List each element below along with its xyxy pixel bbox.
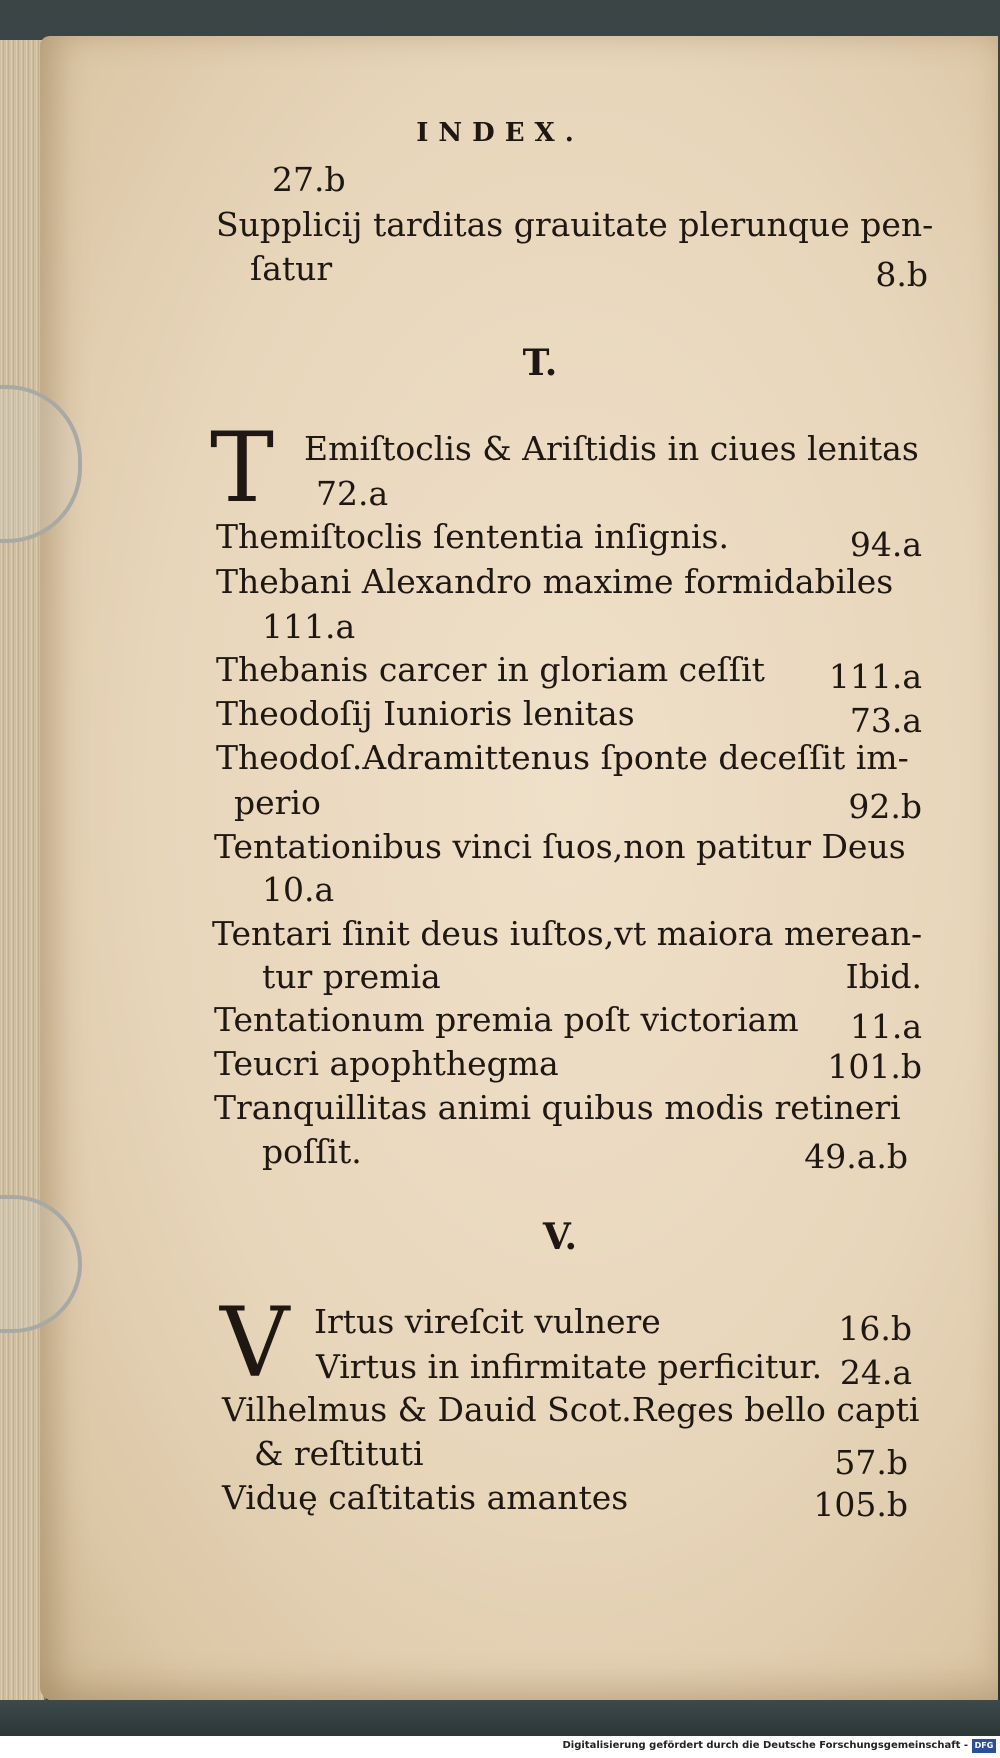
index-line: poſſit. <box>262 1132 362 1171</box>
index-line: 111.a <box>262 607 356 646</box>
index-line: Vilhelmus & Dauid Scot.Reges bello capti <box>222 1390 920 1429</box>
page-reference: 111.a <box>828 657 922 696</box>
index-line: Tentationibus vinci ſuos,non patitur Deus <box>214 827 906 866</box>
index-line: ſatur <box>250 249 333 288</box>
index-line: Tentari ſinit deus iuſtos,vt maiora merean- <box>212 914 923 953</box>
page-reference: 73.a <box>849 701 922 740</box>
index-line: Theodoſij Iunioris lenitas <box>216 694 635 733</box>
index-line: Thebanis carcer in gloriam ceſſit <box>216 650 765 689</box>
page-reference: 8.b <box>875 255 928 294</box>
drop-cap-t: T <box>210 412 275 524</box>
index-line: 72.a <box>316 474 389 513</box>
page-reference: 24.a <box>839 1353 912 1392</box>
scan-bottom-strip <box>0 1700 1000 1736</box>
index-line: Viduę caſtitatis amantes <box>222 1478 629 1517</box>
section-heading-v: V. <box>542 1216 578 1258</box>
section-heading-t: T. <box>522 342 558 384</box>
index-line: Tentationum premia poſt victoriam <box>214 1000 799 1039</box>
index-line: tur premia <box>262 957 441 996</box>
page-reference: 57.b <box>834 1443 908 1482</box>
index-line: perio <box>234 783 321 822</box>
page-reference: 49.a.b <box>804 1137 908 1176</box>
index-line: Emiſtoclis & Ariſtidis in ciues lenitas <box>304 429 919 468</box>
page-reference: 16.b <box>838 1309 912 1348</box>
page-reference: 94.a <box>849 525 922 564</box>
index-line: 27.b <box>272 160 346 199</box>
page-reference: Ibid. <box>845 957 922 996</box>
index-line: Theodoſ.Adramittenus ſponte deceſſit im- <box>216 738 909 777</box>
index-line: 10.a <box>262 870 335 909</box>
index-line: Thebani Alexandro maxime formidabiles <box>216 562 894 601</box>
index-line: Virtus in infirmitate perficitur. <box>316 1347 823 1386</box>
page-reference: 92.b <box>848 787 922 826</box>
index-line: Irtus vireſcit vulnere <box>314 1302 661 1341</box>
index-line: Tranquillitas animi quibus modis retineri <box>214 1088 901 1127</box>
page-header: INDEX. <box>416 118 584 148</box>
footer-credit: Digitalisierung gefördert durch die Deutsche Forschungsgemeinschaft - <box>562 1740 968 1751</box>
page-reference: 105.b <box>813 1485 908 1524</box>
index-line: Teucri apophthegma <box>214 1044 559 1083</box>
drop-cap-v: V <box>220 1287 290 1399</box>
page-reference: 101.b <box>827 1047 922 1086</box>
page-reference: 11.a <box>849 1007 922 1046</box>
index-line: Themiſtoclis ſententia inſignis. <box>216 517 729 556</box>
footer-bar <box>0 1736 1000 1758</box>
index-line: Supplicij tarditas grauitate plerunque pen- <box>216 205 934 244</box>
index-line: & reſtituti <box>254 1434 424 1473</box>
dfg-logo: DFG <box>972 1739 996 1753</box>
